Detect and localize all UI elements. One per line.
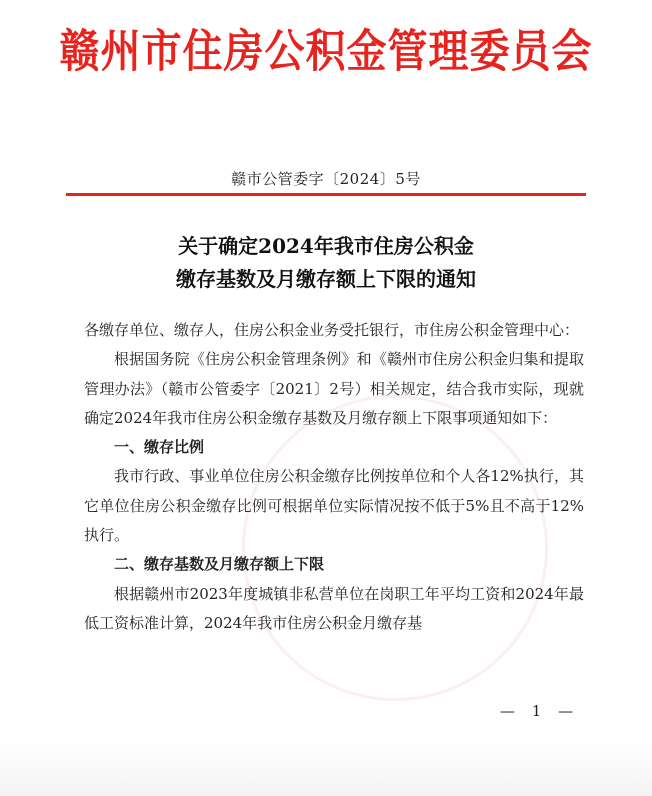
salutation: 各缴存单位、缴存人，住房公积金业务受托银行，市住房公积金管理中心： [84, 321, 580, 339]
notice-title-line1: 关于确定2024年我市住房公积金 [178, 234, 474, 258]
page-number: — 1 — [500, 702, 580, 720]
section-heading-base-limits: 二、缴存基数及月缴存额上下限 [114, 555, 325, 574]
notice-title [0, 230, 652, 296]
org-header-title: 赣州市住房公积金管理委员会 [59, 26, 593, 78]
section-heading-contribution-rate: 一、缴存比例 [114, 438, 205, 457]
document-number: 赣市公管委字〔2024〕5号 [231, 170, 421, 188]
notice-title-line2: 缴存基数及月缴存额上下限的通知 [176, 267, 476, 291]
notice-body [84, 316, 584, 638]
paragraph-base-limits: 根据赣州市2023年度城镇非私营单位在岗职工年平均工资和2024年最低工资标准计算，2024年我市住房公积金月缴存基 [84, 584, 584, 632]
page-bottom-margin [0, 740, 652, 796]
paragraph-intro: 根据国务院《住房公积金管理条例》和《赣州市住房公积金归集和提取管理办法》（赣市公管委字〔2021〕2号）相关规定，结合我市实际，现就确定2024年我市住房公积金缴存基数及月缴存额上下限事项通知如下： [84, 350, 584, 427]
paragraph-contribution-rate: 我市行政、事业单位住房公积金缴存比例按单位和个人各12%执行，其它单位住房公积金缴存比例可根据单位实际情况按不低于5%且不高于12%执行。 [84, 467, 584, 545]
header-divider [66, 193, 586, 196]
